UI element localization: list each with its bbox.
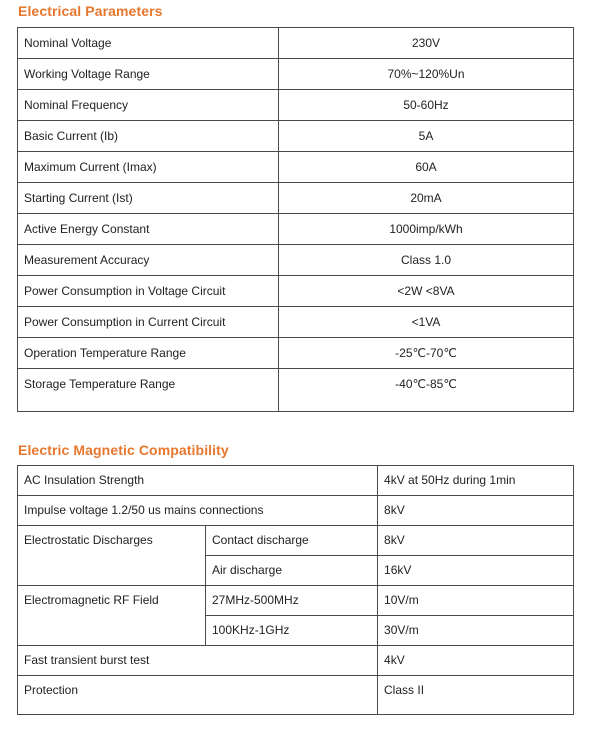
parameter-label: Nominal Voltage [18,28,279,59]
table-row [18,152,574,183]
rf-band1-value: 10V/m [378,586,574,616]
parameter-label: Measurement Accuracy [18,245,279,276]
burst-label: Fast transient burst test [18,646,378,676]
parameter-value: <1VA [279,307,574,338]
table-row [18,466,574,496]
parameter-value: -40℃-85℃ [279,369,574,412]
parameter-label: Basic Current (Ib) [18,121,279,152]
parameter-label: Power Consumption in Current Circuit [18,307,279,338]
table-row [18,121,574,152]
table-row [18,338,574,369]
air-discharge-label: Air discharge [206,556,378,586]
burst-value: 4kV [378,646,574,676]
parameter-label: Nominal Frequency [18,90,279,121]
parameter-value: Class 1.0 [279,245,574,276]
table-row [18,59,574,90]
emc-title: Electric Magnetic Compatibility [18,442,229,458]
table-row [18,526,574,556]
table-row [18,183,574,214]
parameter-label: Power Consumption in Voltage Circuit [18,276,279,307]
table-row [18,276,574,307]
parameter-label: Operation Temperature Range [18,338,279,369]
air-discharge-value: 16kV [378,556,574,586]
esd-label: Electrostatic Discharges [18,526,206,586]
table-row [18,90,574,121]
table-row [18,214,574,245]
ac-insulation-label: AC Insulation Strength [18,466,378,496]
parameter-label: Starting Current (Ist) [18,183,279,214]
parameter-value: 60A [279,152,574,183]
table-row [18,369,574,412]
parameter-value: 1000imp/kWh [279,214,574,245]
ac-insulation-value: 4kV at 50Hz during 1min [378,466,574,496]
table-row [18,676,574,715]
protection-label: Protection [18,676,378,715]
parameter-value: 230V [279,28,574,59]
electrical-parameters-title: Electrical Parameters [18,3,163,19]
parameter-label: Storage Temperature Range [18,369,279,412]
table-row [18,586,574,616]
table-row [18,496,574,526]
emc-table [17,465,574,715]
parameter-value: <2W <8VA [279,276,574,307]
parameter-label: Working Voltage Range [18,59,279,90]
parameter-value: -25℃-70℃ [279,338,574,369]
table-row [18,646,574,676]
parameter-label: Maximum Current (Imax) [18,152,279,183]
contact-discharge-value: 8kV [378,526,574,556]
rf-band1-label: 27MHz-500MHz [206,586,378,616]
table-row [18,28,574,59]
rf-field-label: Electromagnetic RF Field [18,586,206,646]
parameter-label: Active Energy Constant [18,214,279,245]
parameter-value: 20mA [279,183,574,214]
table-row [18,245,574,276]
parameter-value: 5A [279,121,574,152]
table-row [18,307,574,338]
impulse-value: 8kV [378,496,574,526]
electrical-parameters-table [17,27,574,412]
rf-band2-label: 100KHz-1GHz [206,616,378,646]
parameter-value: 70%~120%Un [279,59,574,90]
protection-value: Class II [378,676,574,715]
impulse-label: Impulse voltage 1.2/50 us mains connections [18,496,378,526]
parameter-value: 50-60Hz [279,90,574,121]
contact-discharge-label: Contact discharge [206,526,378,556]
rf-band2-value: 30V/m [378,616,574,646]
